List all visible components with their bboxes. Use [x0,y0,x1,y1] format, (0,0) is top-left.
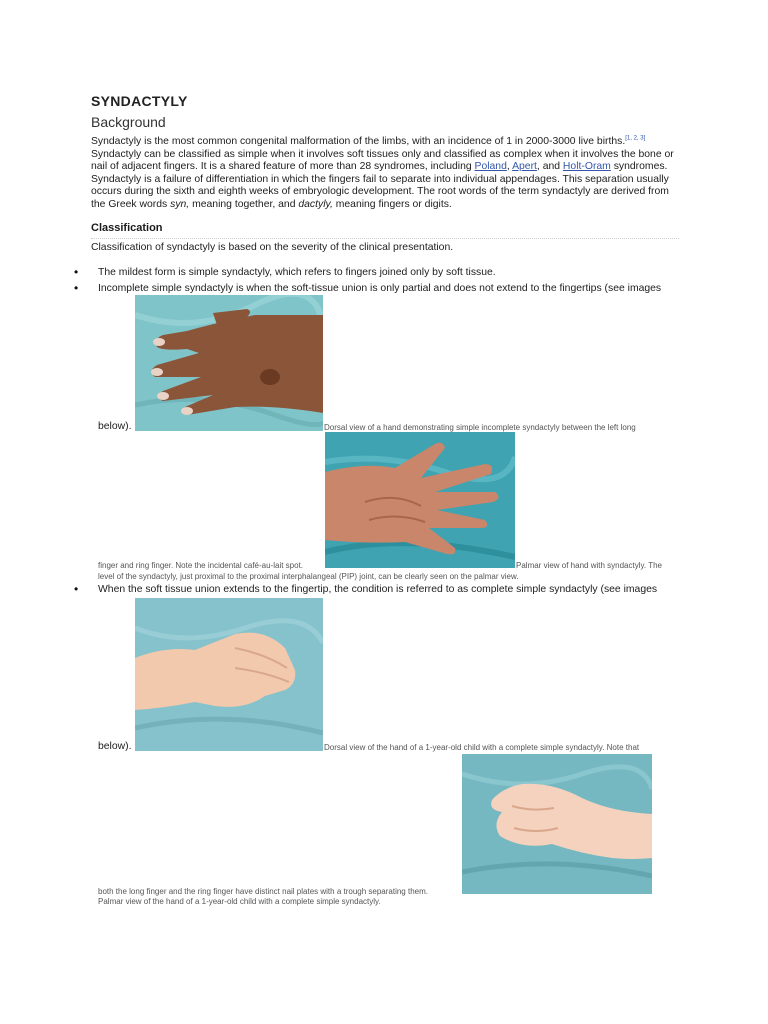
term-dactyly: dactyly, [298,198,333,210]
below-label: below). [98,421,132,432]
link-poland[interactable]: Poland [474,161,507,173]
term-syn: syn, [170,198,190,210]
background-paragraph: Syndactyly is the most common congenital malformation of the limbs, with an incidence of 1 in 2000-3000 live births.[1, 2, 3] Syndactyly can be classified as simple when it involves soft tissues only and classified as complex when it involves the bone or nail of adjacent fingers. It is a shared feature of more than 28 syndromes, including Poland, Apert, and Holt-Oram syndromes. Syndactyly is a failure of differentiation in which the fingers fail to separate into individual appendages. This separation usually occurs during the sixth and eighth weeks of embryologic development. The root words of the term syndactyly are derived from the Greek words syn, meaning together, and dactyly, meaning fingers or digits. [91,135,674,210]
reference-link[interactable]: [1, 2, 3] [625,135,646,142]
bullet-icon: • [74,265,79,279]
photo-palmar-syndactyly [325,432,515,568]
link-apert[interactable]: Apert [512,161,537,173]
intro-text-3: syndromes. Syndactyly is a failure of differentiation in which the fingers fail to separate into individual appendages. This separation usually occurs during the sixth and eighth weeks of embryologic development. The root words of the term syndactyly are derived from the Greek words [91,161,669,210]
section-divider [91,238,679,239]
caption-1-line-1: Dorsal view of a hand demonstrating simple incomplete syndactyly between the left long [324,423,636,432]
caption-1-line-2: finger and ring finger. Note the incidental café-au-lait spot. [98,561,304,570]
classification-heading: Classification [91,222,163,234]
section-subtitle: Background [91,114,166,130]
caption-2-line-1: Palmar view of hand with syndactyly. The [516,561,662,570]
intro-text-4: meaning together, and [189,198,299,210]
bullet-item-2: Incomplete simple syndactyly is when the soft-tissue union is only partial and does not extend to the fingertips (see images [98,283,662,294]
caption-4: Palmar view of the hand of a 1-year-old child with a complete simple syndactyly. [98,897,381,906]
link-holt-oram[interactable]: Holt-Oram [562,161,611,173]
photo-palmar-complete-syndactyly [462,754,652,894]
caption-3-line-2: both the long finger and the ring finger have distinct nail plates with a trough separating them. [98,887,428,896]
photo-dorsal-complete-syndactyly [135,598,323,751]
classification-intro: Classification of syndactyly is based on the severity of the clinical presentation. [91,242,454,253]
caption-3-line-1: Dorsal view of the hand of a 1-year-old child with a complete simple syndactyly. Note that [324,743,640,752]
intro-text-2: Syndactyly can be classified as simple when it involves soft tissues only and classified as complex when it involves the bone or nail of adjacent fingers. It is a shared feature of more than 28 syndromes, including [91,148,674,173]
intro-text-5: meaning fingers or digits. [332,198,452,210]
below-label: below). [98,741,132,752]
photo-dorsal-incomplete-syndactyly [135,295,323,431]
caption-2-line-2: level of the syndactyly, just proximal to the proximal interphalangeal (PIP) joint, can be clearly seen on the palmar view. [98,572,519,581]
bullet-item-1: The mildest form is simple syndactyly, which refers to fingers joined only by soft tissue. [98,267,496,278]
bullet-icon: • [74,582,79,596]
intro-text-1: Syndactyly is the most common congenital malformation of the limbs, with an incidence of 1 in 2000-3000 live births. [91,136,626,147]
page-title: SYNDACTYLY [91,93,188,109]
bullet-item-3: When the soft tissue union extends to the fingertip, the condition is referred to as complete simple syndactyly (see images [98,584,658,595]
bullet-icon: • [74,281,79,295]
